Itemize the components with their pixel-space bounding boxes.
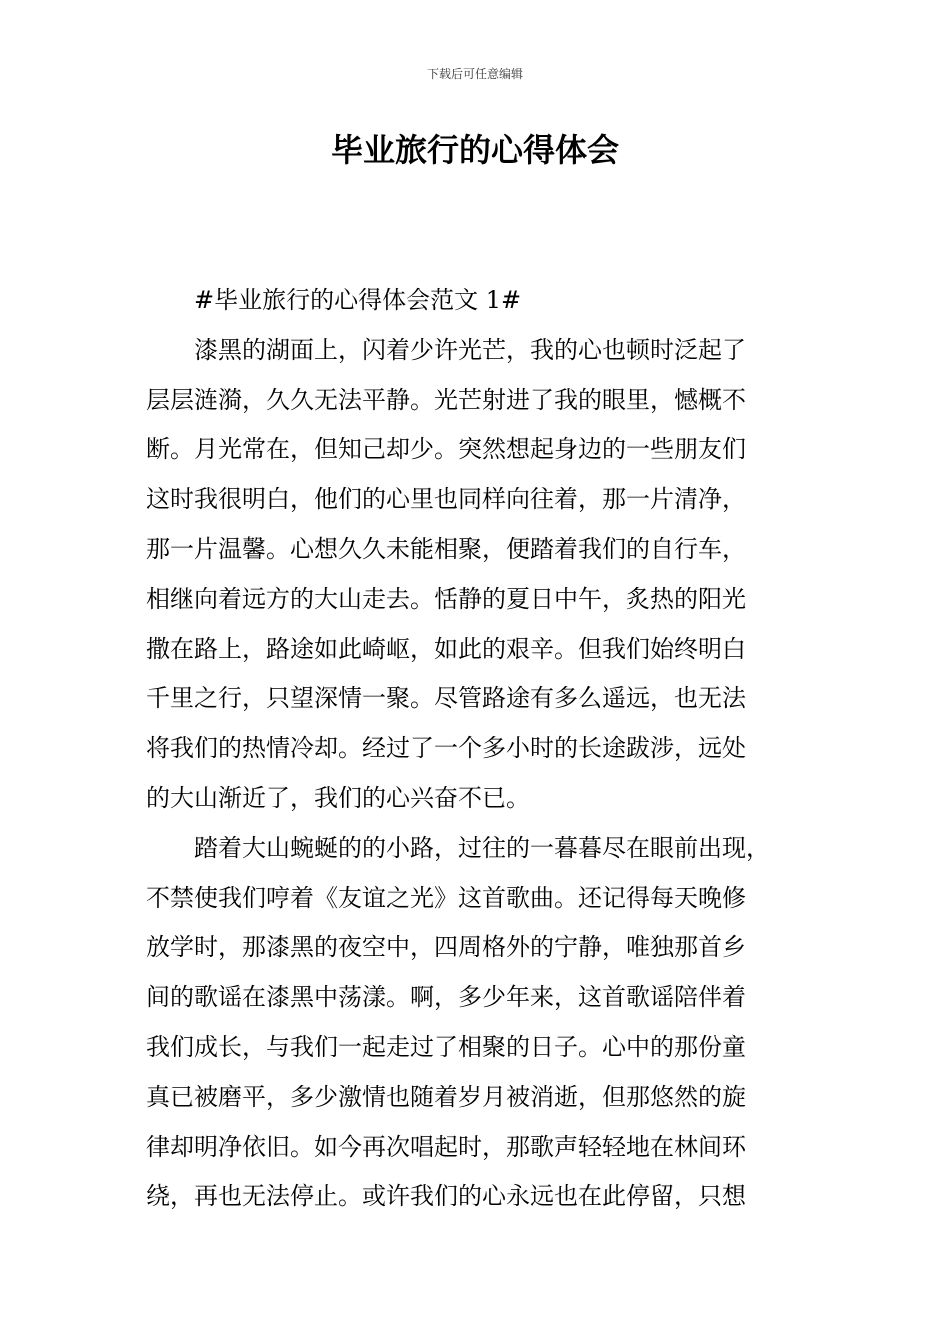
header-note: 下载后可任意编辑	[426, 67, 523, 81]
paragraph-line: 将我们的热情冷却。经过了一个多小时的长途跋涉，远处	[146, 734, 746, 763]
paragraph-line: 撒在路上，路途如此崎岖，如此的艰辛。但我们始终明白	[146, 634, 746, 663]
paragraph-line: 的大山渐近了，我们的心兴奋不已。	[146, 783, 530, 812]
section-heading: #毕业旅行的心得体会范文 1#	[194, 286, 522, 314]
paragraph-line: 绕，再也无法停止。或许我们的心永远也在此停留，只想	[146, 1182, 746, 1211]
paragraph-line: 千里之行，只望深情一聚。尽管路途有多么遥远，也无法	[146, 684, 746, 713]
paragraph-line: 断。月光常在，但知己却少。突然想起身边的一些朋友们	[146, 435, 746, 464]
paragraph-line: 层层涟漪，久久无法平静。光芒射进了我的眼里，憾概不	[146, 385, 746, 414]
paragraph-line: 这时我很明白，他们的心里也同样向往着，那一片清净，	[146, 485, 746, 514]
paragraph-line: 相继向着远方的大山走去。恬静的夏日中午，炙热的阳光	[146, 584, 746, 613]
paragraph-line: 那一片温馨。心想久久未能相聚，便踏着我们的自行车，	[146, 534, 746, 563]
paragraph-line: 真已被磨平，多少激情也随着岁月被消逝，但那悠然的旋	[146, 1082, 746, 1111]
paragraph-line: 我们成长，与我们一起走过了相聚的日子。心中的那份童	[146, 1032, 746, 1061]
paragraph-line: 踏着大山蜿蜒的的小路，过往的一暮暮尽在眼前出现，	[194, 833, 770, 862]
document-body	[146, 276, 806, 1222]
paragraph-line: 漆黑的湖面上，闪着少许光芒，我的心也顿时泛起了	[194, 335, 746, 364]
paragraph-line: 放学时，那漆黑的夜空中，四周格外的宁静，唯独那首乡	[146, 933, 746, 962]
document-title: 毕业旅行的心得体会	[330, 131, 619, 169]
paragraph-line: 间的歌谣在漆黑中荡漾。啊，多少年来，这首歌谣陪伴着	[146, 983, 746, 1012]
paragraph-line: 不禁使我们哼着《友谊之光》这首歌曲。还记得每天晚修	[146, 883, 746, 912]
paragraph-line: 律却明净依旧。如今再次唱起时，那歌声轻轻地在林间环	[146, 1132, 746, 1161]
